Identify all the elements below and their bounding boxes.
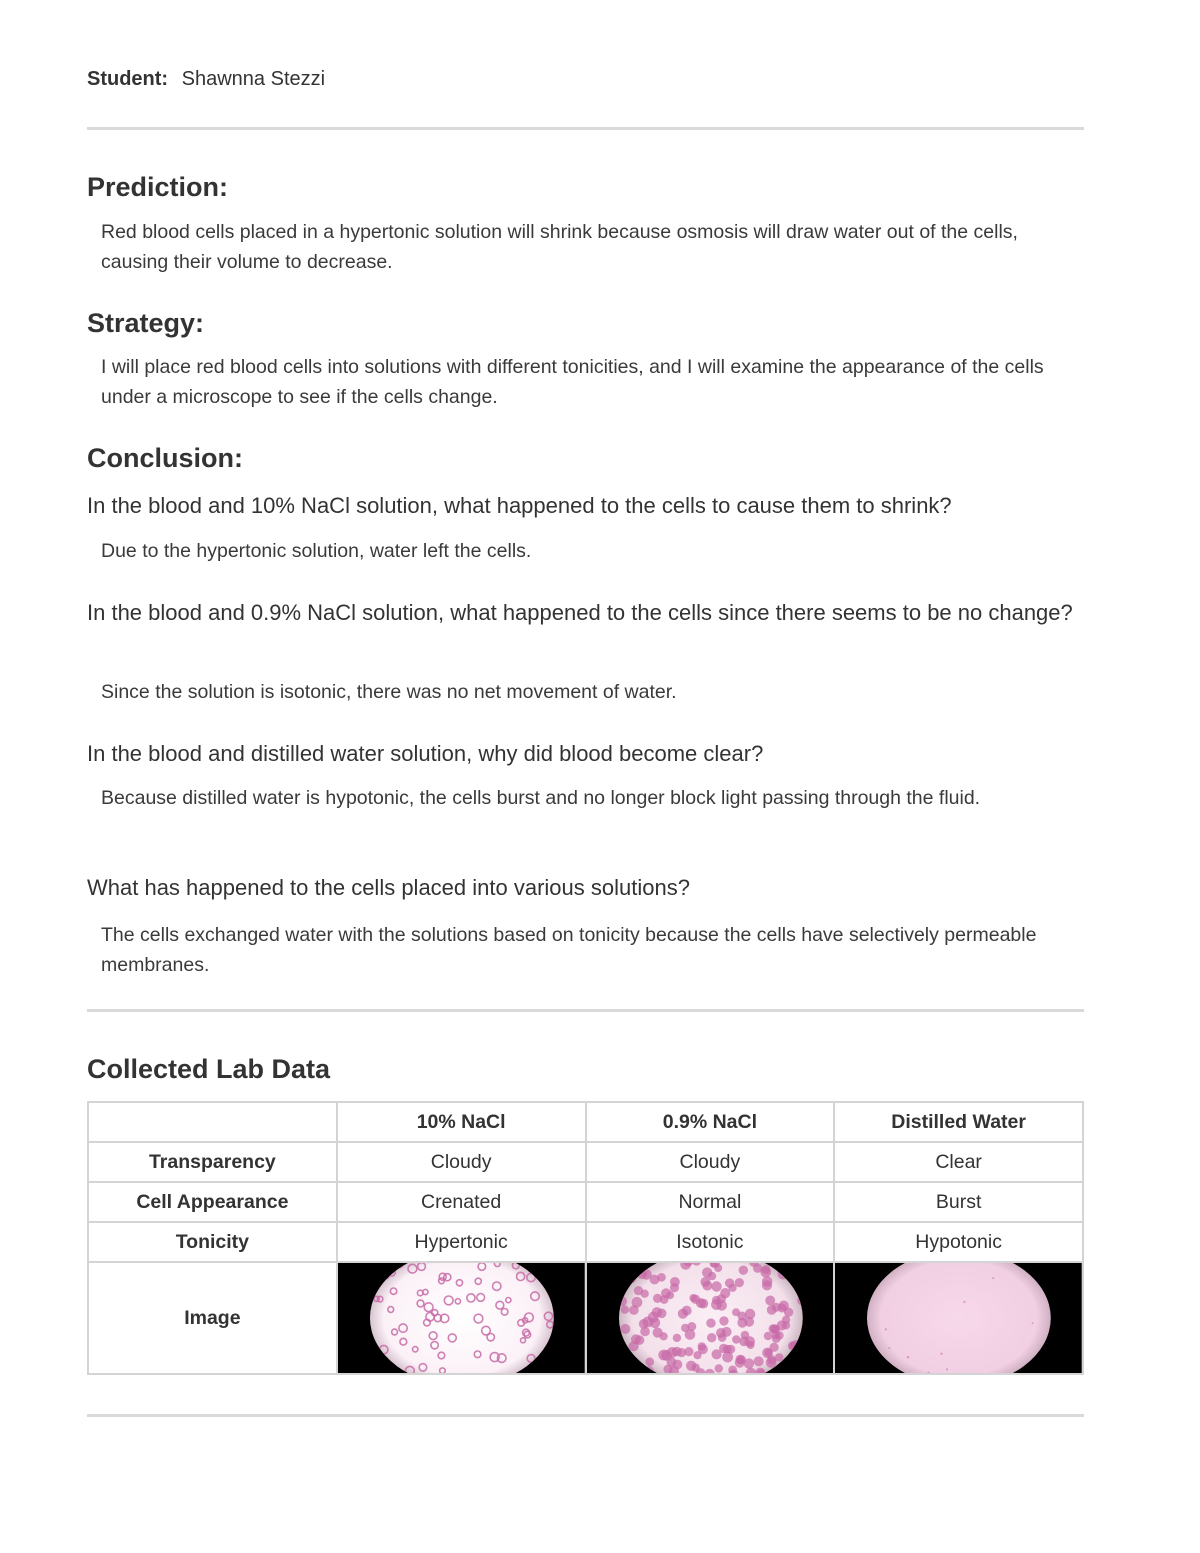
divider xyxy=(87,127,1084,130)
table-cell: Cloudy xyxy=(586,1142,835,1182)
image-cell xyxy=(337,1262,586,1374)
header-cell-distilled-water: Distilled Water xyxy=(834,1102,1083,1142)
table-header-row xyxy=(88,1102,1083,1142)
table-cell: Hypertonic xyxy=(337,1222,586,1262)
student-label: Student: xyxy=(87,68,169,90)
strategy-title: Strategy: xyxy=(87,308,205,338)
conclusion-question-4: What has happened to the cells placed into various solutions? xyxy=(87,875,690,900)
row-label-cell-appearance: Cell Appearance xyxy=(88,1182,337,1222)
normal-cells-micrograph xyxy=(587,1263,834,1373)
row-label-tonicity: Tonicity xyxy=(88,1222,337,1262)
header-cell-09-nacl: 0.9% NaCl xyxy=(586,1102,835,1142)
strategy-text: I will place red blood cells into solutions with different tonicities, and I will examine the appearance of the cells under a microscope to see if the cells change. xyxy=(101,356,1044,408)
table-cell: Burst xyxy=(834,1182,1083,1222)
lab-data-table xyxy=(87,1101,1084,1375)
conclusion-answer-4: The cells exchanged water with the solutions based on tonicity because the cells have selectively permeable membranes. xyxy=(101,924,1037,976)
image-cell xyxy=(586,1262,835,1374)
table-cell: Cloudy xyxy=(337,1142,586,1182)
row-label-transparency: Transparency xyxy=(88,1142,337,1182)
table-cell: Isotonic xyxy=(586,1222,835,1262)
conclusion-question-3: In the blood and distilled water solution, why did blood become clear? xyxy=(87,741,764,766)
header-cell-10-nacl: 10% NaCl xyxy=(337,1102,586,1142)
conclusion-answer-3: Because distilled water is hypotonic, the cells burst and no longer block light passing through the fluid. xyxy=(101,787,981,809)
table-cell: Crenated xyxy=(337,1182,586,1222)
conclusion-answer-1: Due to the hypertonic solution, water left the cells. xyxy=(101,540,532,562)
table-row xyxy=(88,1222,1083,1262)
table-row xyxy=(88,1182,1083,1222)
prediction-text: Red blood cells placed in a hypertonic solution will shrink because osmosis will draw water out of the cells, causing their volume to decrease. xyxy=(101,221,1018,273)
header-cell-empty xyxy=(88,1102,337,1142)
row-label-image: Image xyxy=(88,1262,337,1374)
table-cell: Clear xyxy=(834,1142,1083,1182)
lab-data-title: Collected Lab Data xyxy=(87,1054,331,1084)
image-cell xyxy=(834,1262,1083,1374)
prediction-title: Prediction: xyxy=(87,172,229,202)
table-row-images xyxy=(88,1262,1083,1374)
conclusion-title: Conclusion: xyxy=(87,443,243,473)
conclusion-question-1: In the blood and 10% NaCl solution, what happened to the cells to cause them to shrink? xyxy=(87,493,952,518)
conclusion-question-2: In the blood and 0.9% NaCl solution, what happened to the cells since there seems to be no change? xyxy=(87,600,1073,625)
burst-cells-micrograph xyxy=(835,1263,1082,1373)
student-name: Shawnna Stezzi xyxy=(181,68,326,90)
table-cell: Normal xyxy=(586,1182,835,1222)
crenated-cells-micrograph xyxy=(338,1263,585,1373)
table-cell: Hypotonic xyxy=(834,1222,1083,1262)
student-line xyxy=(87,68,325,91)
conclusion-answer-2: Since the solution is isotonic, there was no net movement of water. xyxy=(101,681,677,703)
divider xyxy=(87,1009,1084,1012)
table-row xyxy=(88,1142,1083,1182)
divider xyxy=(87,1414,1084,1417)
